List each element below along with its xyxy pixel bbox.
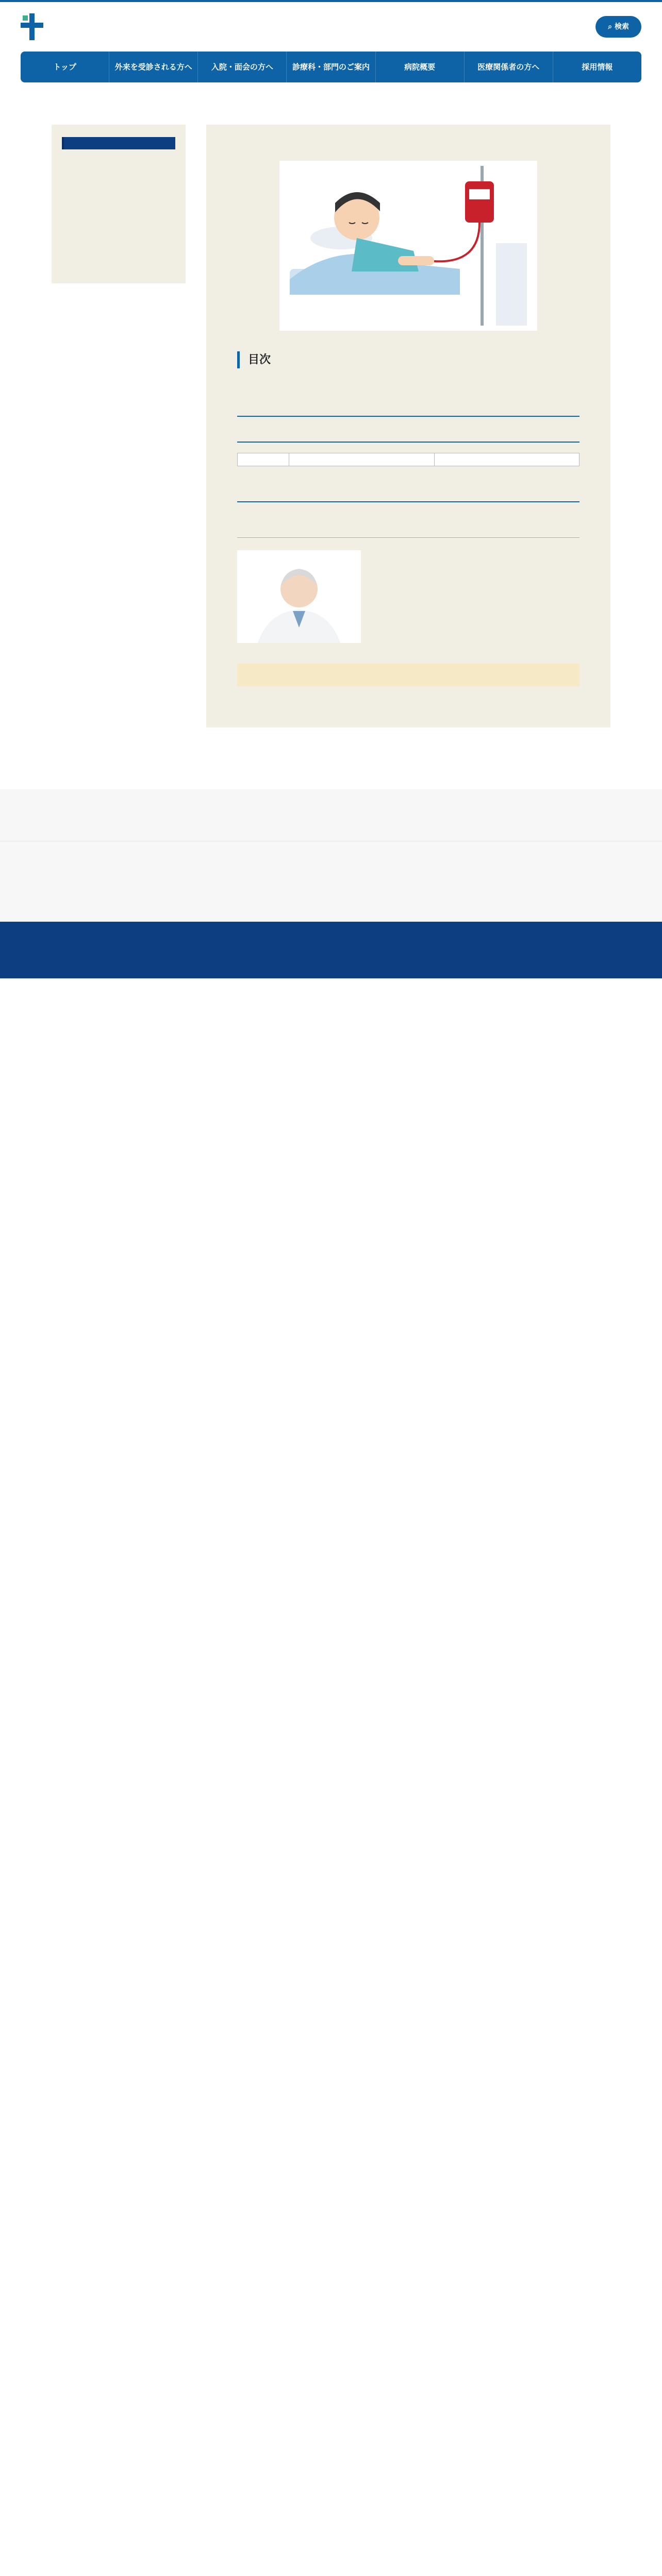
hero-illustration (279, 161, 537, 331)
table-header (238, 453, 289, 466)
site-logo[interactable] (21, 13, 289, 40)
table-header (289, 453, 435, 466)
subsection-title (237, 412, 580, 417)
nav-item[interactable]: 医療関係者の方へ (465, 52, 553, 82)
footer-buttons (332, 810, 631, 820)
toc-title: 目次 (237, 351, 580, 368)
nav-item[interactable]: 診療科・部門のご案内 (287, 52, 375, 82)
subsection-title (237, 497, 580, 502)
nav-item[interactable]: トップ (21, 52, 109, 82)
nav-item[interactable]: 入院・面会の方へ (198, 52, 287, 82)
table-header (434, 453, 580, 466)
search-icon: ⌕ (608, 22, 615, 31)
hospital-logo-icon (21, 13, 43, 40)
section-blood-type (237, 412, 580, 466)
search-button[interactable]: ⌕ 検索 (595, 16, 641, 38)
site-footer (0, 789, 662, 978)
sidebar-category[interactable] (62, 137, 175, 149)
patient-transfusion-illustration (279, 161, 537, 331)
nav-item[interactable]: 採用情報 (582, 62, 613, 72)
doctor-portrait-icon (237, 550, 361, 643)
sidebar (52, 125, 186, 283)
site-header (0, 0, 662, 94)
global-nav (21, 52, 641, 82)
table-of-contents (237, 351, 580, 381)
nav-item[interactable]: 外来を受診される方へ (109, 52, 198, 82)
blood-type-table (237, 453, 580, 466)
header-tel[interactable] (289, 17, 508, 37)
author-name (237, 533, 580, 538)
subsection-title (237, 437, 580, 443)
section-antigen-antibody (237, 497, 580, 502)
author-photo (237, 550, 361, 643)
nav-item[interactable]: 病院概要 (376, 52, 465, 82)
footer-tel[interactable] (31, 867, 631, 891)
author-section (237, 533, 580, 643)
article (206, 125, 610, 727)
related-articles (237, 664, 580, 686)
